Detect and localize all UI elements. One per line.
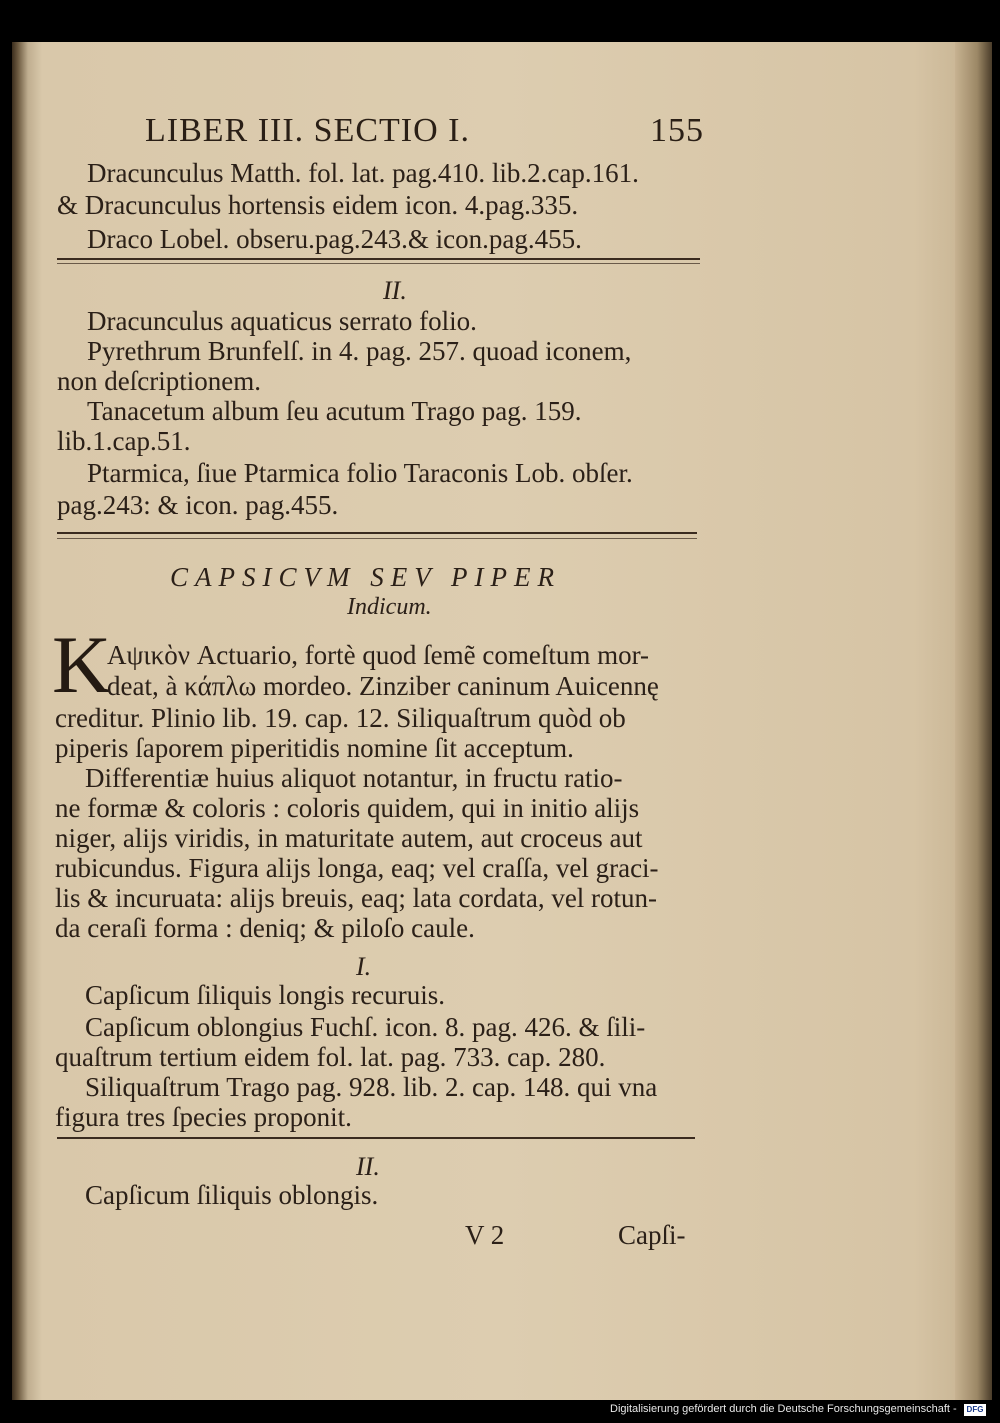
page-edge	[955, 42, 992, 1400]
divider-rule	[57, 538, 697, 539]
text-line: Aψικὸν Actuario, fortè quod ſemẽ comeſtum mor-	[107, 640, 650, 670]
text-line: Differentiæ huius aliquot notantur, in fructu ratio-	[85, 763, 623, 793]
text-line: Tanacetum album ſeu acutum Trago pag. 159.	[87, 396, 582, 426]
chapter-subtitle: Indicum.	[347, 594, 432, 620]
catchword: Capſi-	[618, 1220, 686, 1250]
text-line: Capſicum ſiliquis oblongis.	[85, 1180, 379, 1210]
text-line: & Dracunculus hortensis eidem icon. 4.pag.335.	[57, 190, 579, 220]
text-line: Capſicum ſiliquis longis recuruis.	[85, 980, 445, 1010]
text-line: Dracunculus Matth. fol. lat. pag.410. lib.2.cap.161.	[87, 158, 639, 188]
text-line: pag.243: & icon. pag.455.	[57, 490, 339, 520]
text-line: piperis ſaporem piperitidis nomine ſit acceptum.	[55, 733, 574, 763]
text-line: creditur. Plinio lib. 19. cap. 12. Siliquaſtrum quòd ob	[55, 703, 626, 733]
text-line: Ptarmica, ſiue Ptarmica folio Taraconis Lob. obſer.	[87, 458, 633, 488]
digitization-credit: Digitalisierung gefördert durch die Deutsche Forschungsgemeinschaft -	[610, 1403, 957, 1415]
text-line: Draco Lobel. obseru.pag.243.& icon.pag.455.	[87, 224, 582, 254]
dfg-logo: DFG	[964, 1404, 986, 1416]
signature-mark: V 2	[465, 1220, 505, 1250]
text-line: quaſtrum tertium eidem fol. lat. pag. 733. cap. 280.	[55, 1042, 606, 1072]
page-number: 155	[650, 112, 704, 149]
text-line: ne formæ & coloris : coloris quidem, qui in initio alijs	[55, 793, 640, 823]
text-line: figura tres ſpecies proponit.	[55, 1102, 352, 1132]
divider-rule	[57, 532, 697, 534]
section-numeral: I.	[356, 952, 372, 981]
text-line: da ceraſi forma : deniq; & piloſo caule.	[55, 913, 475, 943]
text-line: Siliquaſtrum Trago pag. 928. lib. 2. cap. 148. qui vna	[85, 1072, 658, 1102]
chapter-title: CAPSICVM SEV PIPER	[170, 562, 561, 592]
text-line: Capſicum oblongius Fuchſ. icon. 8. pag. 426. & ſili-	[85, 1012, 646, 1042]
section-numeral: II.	[383, 276, 407, 305]
divider-rule	[57, 1137, 695, 1139]
drop-cap: K	[52, 619, 112, 710]
text-line: deat, à κάπλω mordeo. Zinziber caninum Auicennę	[107, 671, 659, 701]
text-line: non deſcriptionem.	[57, 366, 261, 396]
text-line: Pyrethrum Brunfelſ. in 4. pag. 257. quoad iconem,	[87, 336, 632, 366]
text-line: rubicundus. Figura alijs longa, eaq; vel craſſa, vel graci-	[55, 853, 659, 883]
divider-rule	[57, 258, 700, 260]
text-line: Dracunculus aquaticus serrato folio.	[87, 306, 477, 336]
running-header	[145, 112, 704, 150]
divider-rule	[57, 263, 700, 264]
text-line: lib.1.cap.51.	[57, 426, 191, 456]
section-numeral: II.	[356, 1152, 380, 1181]
text-line: niger, alijs viridis, in maturitate autem, aut croceus aut	[55, 823, 643, 853]
running-title: LIBER III. SECTIO I.	[145, 112, 471, 149]
text-line: lis & incuruata: alijs breuis, eaq; lata cordata, vel rotun-	[55, 883, 658, 913]
